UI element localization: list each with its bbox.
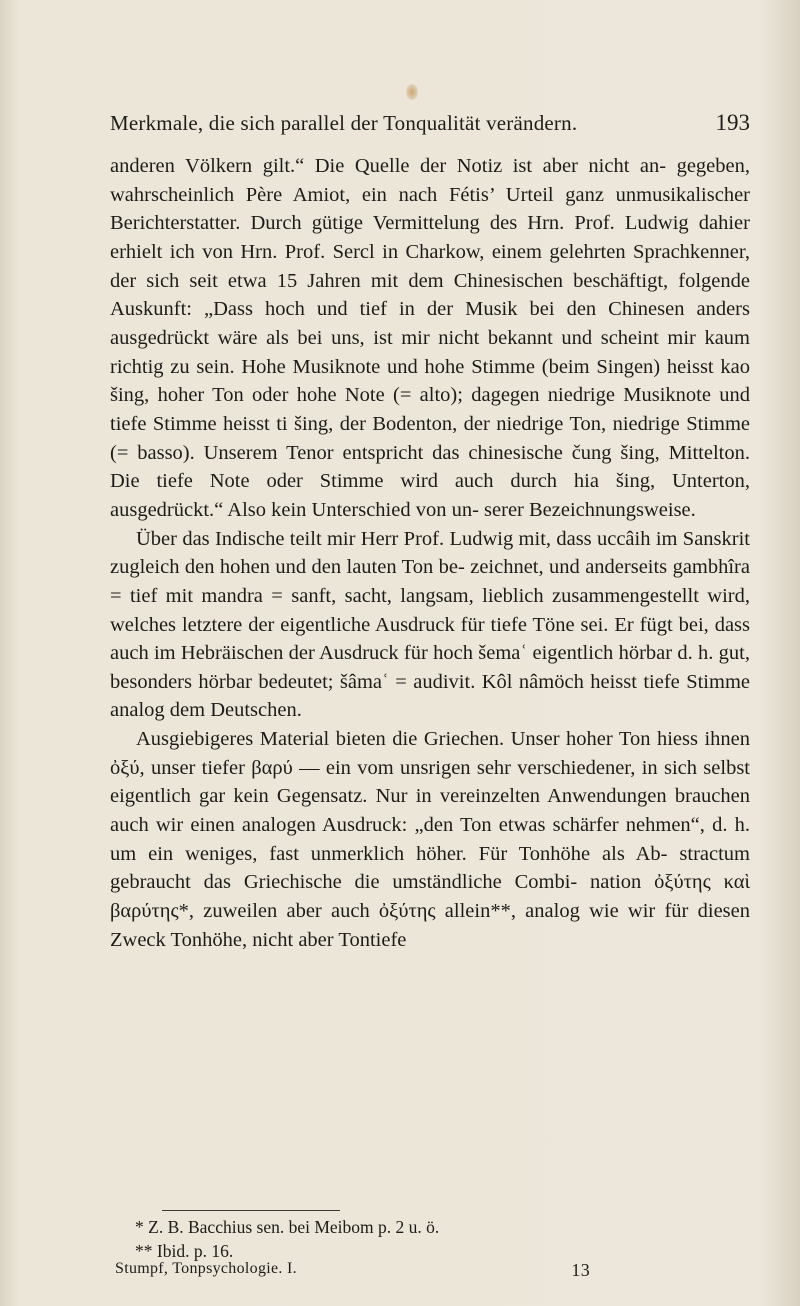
footnote-divider bbox=[162, 1210, 340, 1211]
signature-line bbox=[115, 1260, 590, 1281]
page-header bbox=[110, 110, 750, 144]
paragraph: Ausgiebigeres Material bieten die Griechen. Unser hoher Ton hiess ihnen ὀξύ, unser tiefer βαρύ — ein vom unsrigen sehr verschiedener, in sich selbst eigentlich gar kein Gegensatz. Nur in vereinzelten Anwendungen brauchen auch wir einen analogen Ausdruck: „den Ton etwas schärfer nehmen“, d. h. um ein weniges, fast unmerklich höher. Für Tonhöhe als Ab- stractum gebraucht das Griechische die umständliche Combi- nation ὀξύτης καὶ βαρύτης*, zuweilen aber auch ὀξύτης allein**, analog wie wir für diesen Zweck Tonhöhe, nicht aber Tontiefe bbox=[110, 728, 750, 951]
signature-author-title: Stumpf, Tonpsychologie. I. bbox=[115, 1260, 297, 1277]
running-head: Merkmale, die sich parallel der Tonqualität verändern. bbox=[110, 111, 578, 135]
footnotes bbox=[135, 1216, 635, 1263]
paragraph: anderen Völkern gilt.“ Die Quelle der Notiz ist aber nicht an- gegeben, wahrscheinlich Père Amiot, ein nach Fétis’ Urteil ganz unmusikalischer Berichterstatter. Durch gütige Vermittelung des Hrn. Prof. Ludwig dahier erhielt ich von Hrn. Prof. Sercl in Charkow, einem gelehrten Sprachkenner, der sich seit etwa 15 Jahren mit dem Chinesischen beschäftigt, folgende Auskunft: „Dass hoch und tief in der Musik bei den Chinesen anders ausgedrückt wäre als bei uns, ist mir nicht bekannt und scheint mir kaum richtig zu sein. Hohe Musiknote und hohe Stimme (beim Singen) heisst kao šing, hoher Ton oder hohe Note (= alto); dagegen niedrige Musiknote und tiefe Stimme heisst ti šing, der Bodenton, der niedrige Ton, niedrige Stimme (= basso). Unserem Tenor entspricht das chinesische čung šing, Mittelton. Die tiefe Note oder Stimme wird auch durch hia šing, Unterton, ausgedrückt.“ Also kein Unterschied von un- serer Bezeichnungsweise. bbox=[110, 155, 750, 521]
paper-stain bbox=[406, 84, 418, 100]
sheet-number: 13 bbox=[571, 1260, 590, 1280]
paragraph: Über das Indische teilt mir Herr Prof. Ludwig mit, dass uccâih im Sanskrit zugleich den hohen und den lauten Ton be- zeichnet, und anderseits gambhîra = tief mit mandra = sanft, sacht, langsam, lieblich zusammengestellt wird, welches letztere der eigentliche Ausdruck für tiefe Töne sei. Er fügt bei, dass auch im Hebräischen der Ausdruck für hoch šemaʿ eigentlich hörbar d. h. gut, besonders hörbar bedeutet; šâmaʿ = audivit. Kôl nâmöch heisst tiefe Stimme analog dem Deutschen. bbox=[110, 527, 750, 722]
footnote: * Z. B. Bacchius sen. bei Meibom p. 2 u. ö. bbox=[135, 1217, 440, 1237]
footnote: ** Ibid. p. 16. bbox=[135, 1240, 234, 1261]
page-number: 193 bbox=[715, 110, 750, 135]
body-text bbox=[110, 152, 750, 954]
